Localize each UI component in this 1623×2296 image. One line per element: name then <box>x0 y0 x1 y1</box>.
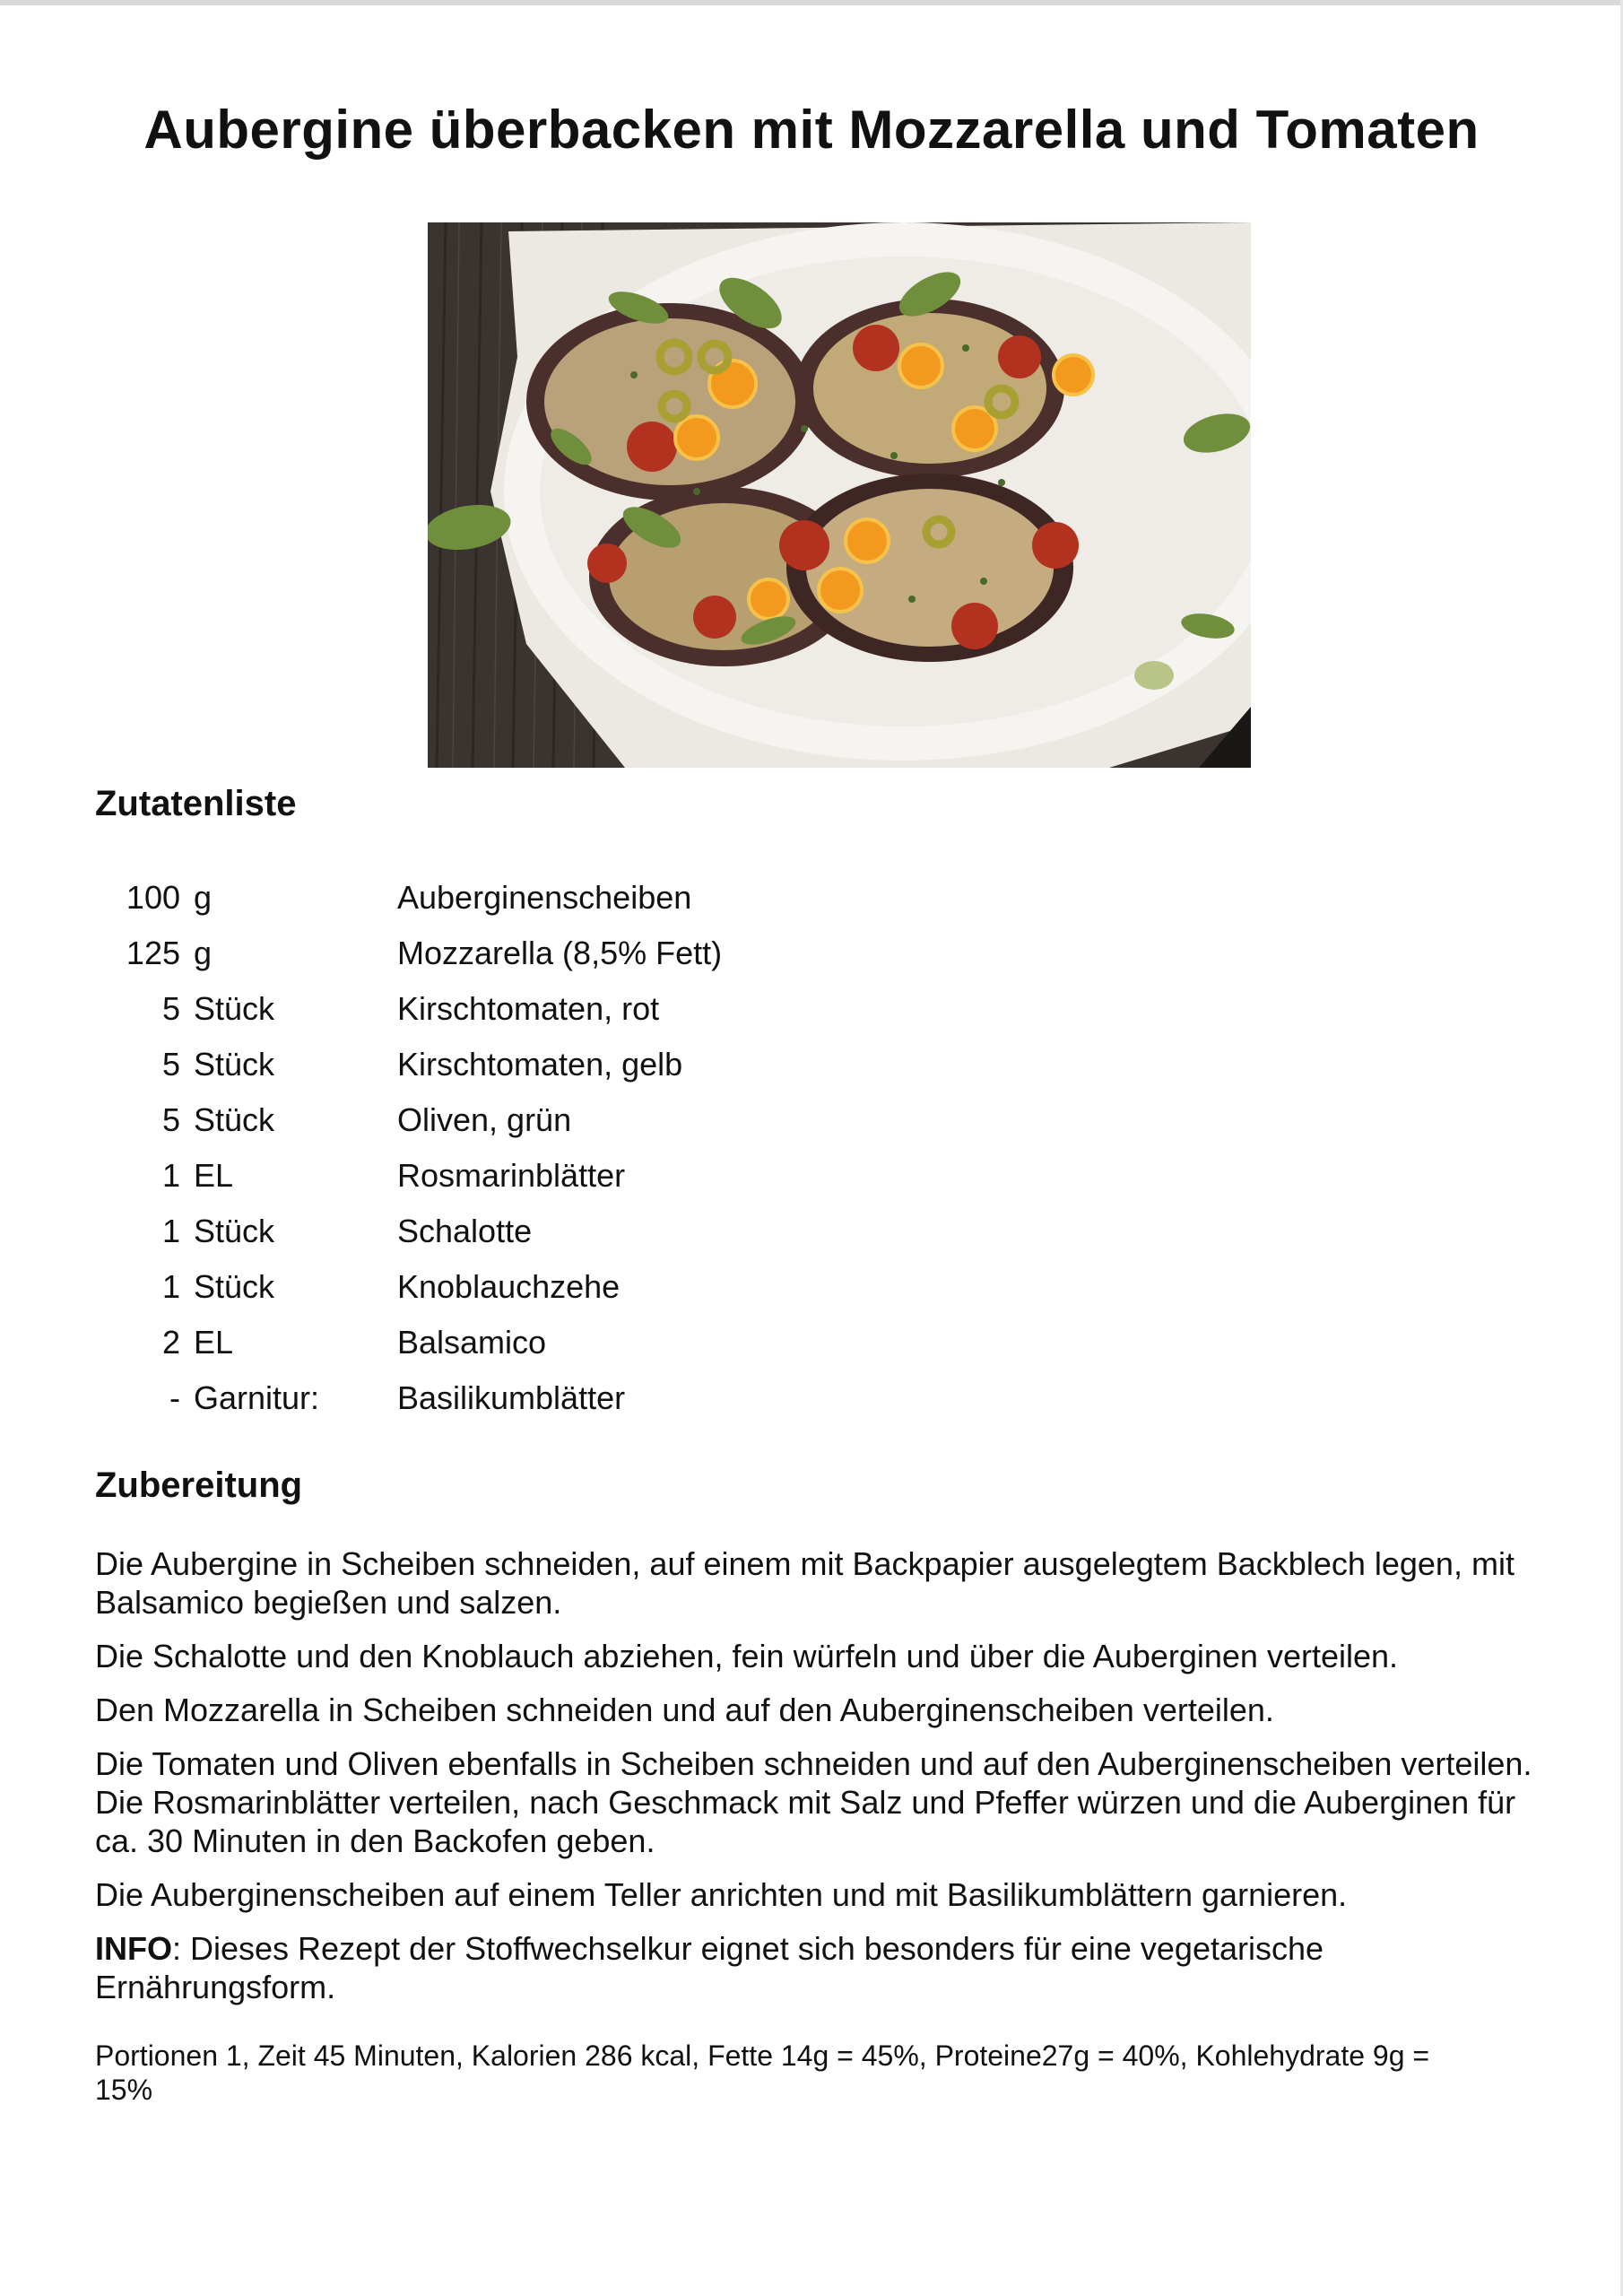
ingredient-name: Kirschtomaten, gelb <box>397 1046 683 1083</box>
ingredient-unit: Stück <box>194 1101 275 1138</box>
preparation-steps <box>95 1544 1548 2022</box>
ingredient-unit: Stück <box>194 1046 275 1083</box>
ingredient-name: Basilikumblätter <box>397 1379 626 1416</box>
ingredient-name: Kirschtomaten, rot <box>397 990 660 1027</box>
ingredient-unit: EL <box>194 1157 234 1194</box>
preparation-step: Die Schalotte und den Knoblauch abziehen, fein würfeln und über die Auberginen verteilen. <box>95 1638 1399 1674</box>
preparation-step: Die Aubergine in Scheiben schneiden, auf einem mit Backpapier ausgelegtem Backblech legen, mit Balsamico begießen und salzen. <box>95 1545 1515 1621</box>
info-label: INFO <box>95 1930 172 1967</box>
nutrition-summary: Portionen 1, Zeit 45 Minuten, Kalorien 286 kcal, Fette 14g = 45%, Proteine27g = 40%, Kohlehydrate 9g = 15% <box>95 2039 1430 2106</box>
ingredient-quantity: 125 <box>126 935 180 971</box>
ingredient-unit: Stück <box>194 1213 275 1249</box>
preparation-step: Die Auberginenscheiben auf einem Teller anrichten und mit Basilikumblättern garnieren. <box>95 1876 1348 1913</box>
ingredient-unit: Stück <box>194 1268 275 1305</box>
preparation-step: Die Tomaten und Oliven ebenfalls in Scheiben schneiden und auf den Auberginenscheiben verteilen. Die Rosmarinblätter verteilen, nach Geschmack mit Salz und Pfeffer würzen und die Auberginen für ca. 30 Minuten in den Backofen geben. <box>95 1745 1532 1859</box>
ingredient-quantity: 5 <box>161 1101 180 1138</box>
ingredient-unit: Stück <box>194 990 275 1027</box>
ingredient-quantity: 1 <box>161 1213 180 1249</box>
ingredient-name: Rosmarinblätter <box>397 1157 626 1194</box>
page-top-border <box>0 0 1623 5</box>
ingredient-quantity: - <box>169 1379 180 1416</box>
ingredient-quantity: 5 <box>161 990 180 1027</box>
ingredient-name: Knoblauchzehe <box>397 1268 621 1305</box>
ingredient-unit: g <box>194 879 213 916</box>
info-note <box>95 1929 1548 2006</box>
ingredient-quantity: 100 <box>126 879 180 916</box>
ingredients-heading: Zutatenliste <box>95 784 297 823</box>
info-text: : Dieses Rezept der Stoffwechselkur eignet sich besonders für eine vegetarische Ernährungsform. <box>95 1930 1324 2005</box>
recipe-title: Aubergine überbacken mit Mozzarella und Tomaten <box>143 100 1480 160</box>
dish-photo <box>428 222 1251 768</box>
ingredient-unit: Garnitur: <box>194 1379 320 1416</box>
ingredient-name: Balsamico <box>397 1324 547 1361</box>
preparation-heading: Zubereitung <box>95 1465 303 1505</box>
preparation-step: Den Mozzarella in Scheiben schneiden und auf den Auberginenscheiben verteilen. <box>95 1692 1274 1728</box>
ingredient-quantity: 2 <box>161 1324 180 1361</box>
ingredient-name: Auberginenscheiben <box>397 879 692 916</box>
ingredient-quantity: 1 <box>161 1268 180 1305</box>
ingredient-name: Schalotte <box>397 1213 533 1249</box>
ingredient-name: Mozzarella (8,5% Fett) <box>397 935 723 971</box>
ingredient-unit: EL <box>194 1324 234 1361</box>
ingredient-unit: g <box>194 935 213 971</box>
ingredient-quantity: 1 <box>161 1157 180 1194</box>
ingredient-quantity: 5 <box>161 1046 180 1083</box>
ingredient-name: Oliven, grün <box>397 1101 572 1138</box>
